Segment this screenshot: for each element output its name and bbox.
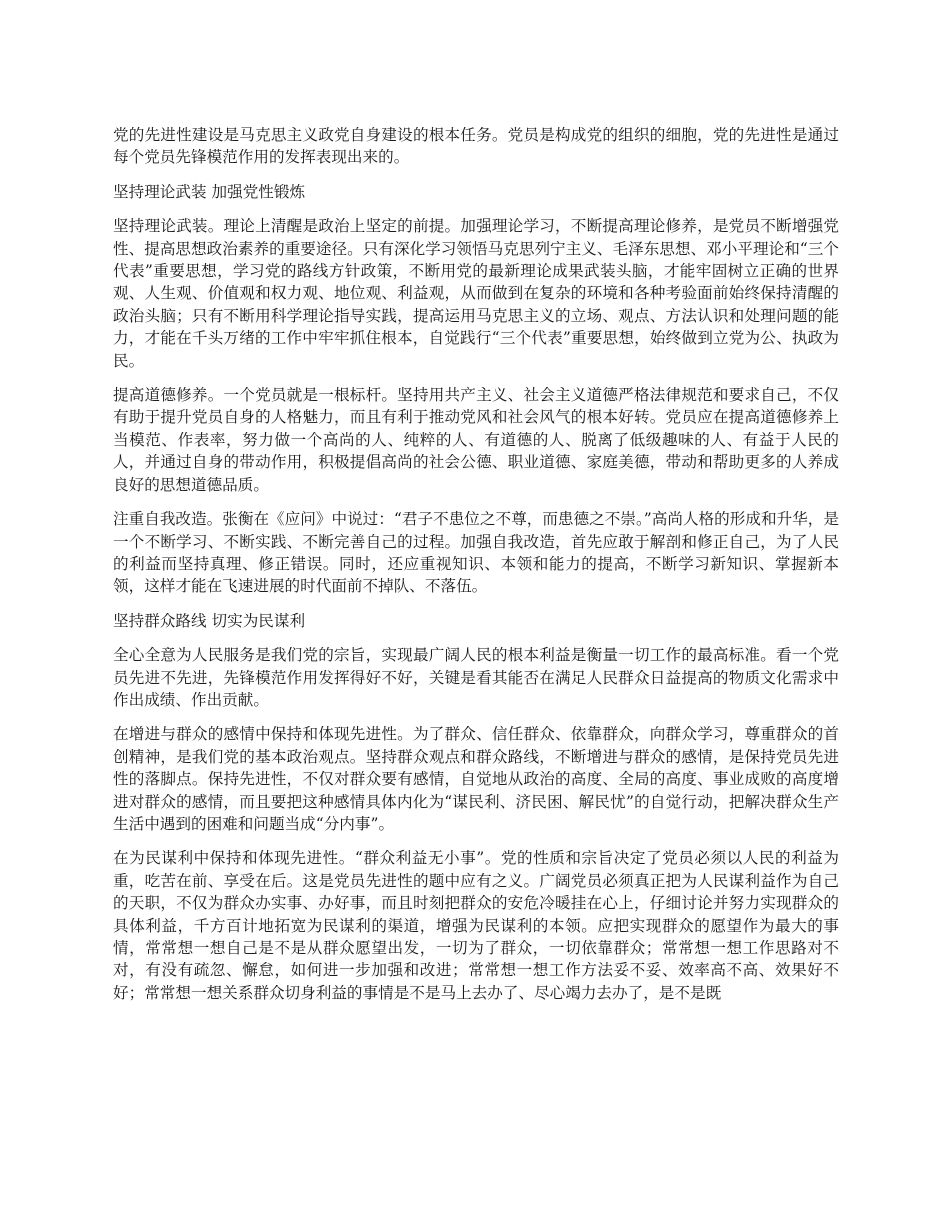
section-heading-mass-line: 坚持群众路线 切实为民谋利 xyxy=(113,611,306,630)
paragraph-feelings-with-masses: 在增进与群众的感情中保持和体现先进性。为了群众、信任群众、依靠群众，向群众学习，尊重群众的首创精神，是我们党的基本政治观点。坚持群众观点和群众路线，不断增进与群众的感情，是保持党员先进性的落脚点。保持先进性，不仅对群众要有感情，自觉地从政治的高度、全局的高度、事业成败的高度增进对群众的感情，而且要把这种感情具体内化为“谋民利、济民困、解民忧”的自觉行动，把解决群众生产生活中遇到的困难和问题当成“分内事”。 xyxy=(113,725,839,833)
paragraph-seek-benefits: 在为民谋利中保持和体现先进性。“群众利益无小事”。党的性质和宗旨决定了党员必须以人民的利益为重，吃苦在前、享受在后。这是党员先进性的题中应有之义。广阔党员必须真正把为人民谋利益作为自己的天职，不仅为群众办实事、办好事，而且时刻把群众的安危冷暖挂在心上，仔细讨论并努力实现群众的具体利益，千方百计地拓宽为民谋利的渠道，增强为民谋利的本领。应把实现群众的愿望作为最大的事情，常常想一想自己是不是从群众愿望出发，一切为了群众，一切依靠群众；常常想一想工作思路对不对，有没有疏忽、懈怠，如何进一步加强和改进；常常想一想工作方法妥不妥、效率高不高、效果好不好；常常想一想关系群众切身利益的事情是不是马上去办了、尽心竭力去办了，是不是既 xyxy=(113,849,839,1002)
paragraph-serve-people: 全心全意为人民服务是我们党的宗旨，实现最广阔人民的根本利益是衡量一切工作的最高标准。看一个党员先进不先进，先锋模范作用发挥得好不好，关键是看其能否在满足人民群众日益提高的物质文化需求中作出成绩、作出贡献。 xyxy=(113,646,839,709)
intro-paragraph: 党的先进性建设是马克思主义政党自身建设的根本任务。党员是构成党的组织的细胞，党的先进性是通过每个党员先锋模范作用的发挥表现出来的。 xyxy=(113,126,839,167)
document-body xyxy=(113,124,839,1016)
paragraph-theory-arming: 坚持理论武装。理论上清醒是政治上坚定的前提。加强理论学习，不断提高理论修养，是党员不断增强党性、提高思想政治素养的重要途径。只有深化学习领悟马克思列宁主义、毛泽东思想、邓小平理论和“三个代表”重要思想，学习党的路线方针政策，不断用党的最新理论成果武装头脑，才能牢固树立正确的世界观、人生观、价值观和权力观、地位观、利益观，从而做到在复杂的环境和各种考验面前始终保持清醒的政治头脑；只有不断用科学理论指导实践，提高运用马克思主义的立场、观点、方法认识和处理问题的能力，才能在千头万绪的工作中牢牢抓住根本，自觉践行“三个代表”重要思想，始终做到立党为公、执政为民。 xyxy=(113,217,839,370)
paragraph-self-transformation: 注重自我改造。张衡在《应问》中说过：“君子不患位之不尊，而患德之不崇。”高尚人格的形成和升华，是一个不断学习、不断实践、不断完善自己的过程。加强自我改造，首先应敢于解剖和修正自己，为了人民的利益而坚持真理、修正错误。同时，还应重视知识、本领和能力的提高，不断学习新知识、掌握新本领，这样才能在飞速进展的时代面前不掉队、不落伍。 xyxy=(113,510,839,596)
section-heading-theory: 坚持理论武装 加强党性锻炼 xyxy=(113,182,306,201)
paragraph-moral-cultivation: 提高道德修养。一个党员就是一根标杆。坚持用共产主义、社会主义道德严格法律规范和要求自己，不仅有助于提升党员自身的人格魅力，而且有利于推动党风和社会风气的根本好转。党员应在提高道德修养上当模范、作表率，努力做一个高尚的人、纯粹的人、有道德的人、脱离了低级趣味的人、有益于人民的人，并通过自身的带动作用，积极提倡高尚的社会公德、职业道德、家庭美德，带动和帮助更多的人养成良好的思想道德品质。 xyxy=(113,386,839,494)
